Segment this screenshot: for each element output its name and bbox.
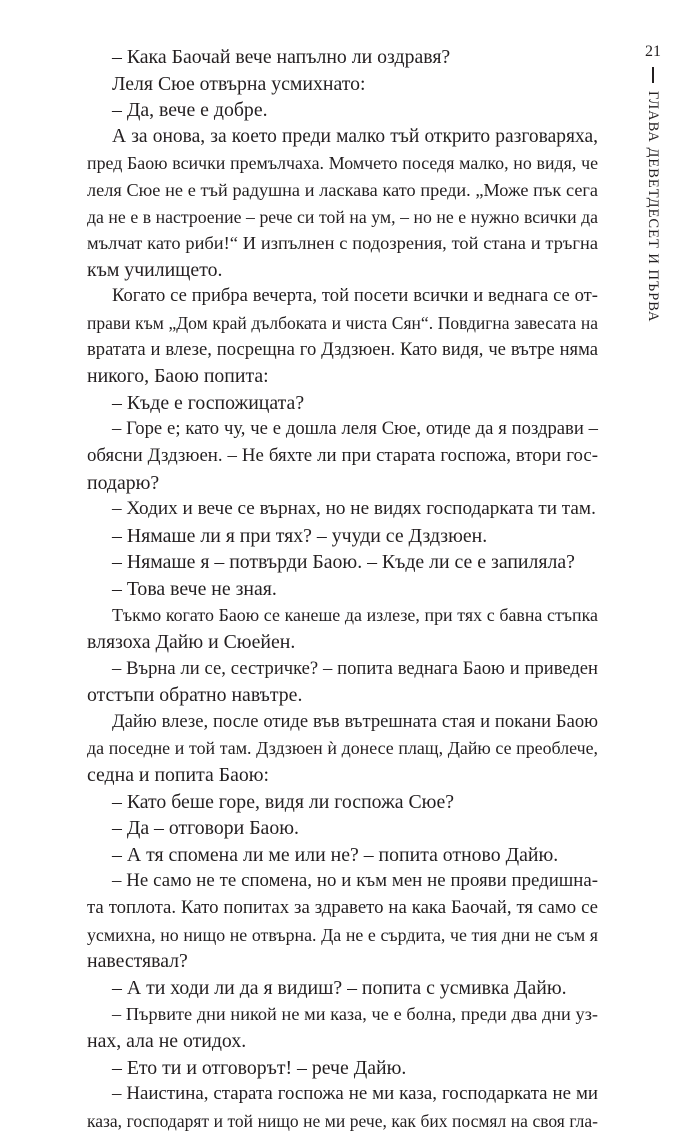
text-line: каза, господарят и той нищо не ми рече, как бих посмял на своя гла- — [87, 1110, 598, 1131]
text-line: – Горе е; като чу, че е дошла леля Сюе, отиде да я поздрави – — [112, 418, 598, 440]
text-line: влязоха Дайю и Сюейен. — [87, 631, 296, 654]
body-text — [87, 44, 598, 1134]
text-line: – А тя спомена ли ме или не? – попита отново Дайю. — [112, 843, 559, 866]
text-line: – Нямаше я – потвърди Баою. – Къде ли се е запиляла? — [112, 551, 575, 574]
text-line: А за онова, за което преди малко тъй открито разговаряха, — [112, 125, 598, 147]
text-line: никого, Баою попита: — [87, 365, 269, 388]
header-rule — [652, 67, 654, 83]
text-line: – Да, вече е добре. — [112, 99, 268, 122]
text-line: усмихна, но нищо не отвърна. Да не е сърдита, че тия дни не съм я — [87, 924, 598, 945]
text-line: – Ето ти и отговорът! – рече Дайю. — [112, 1056, 407, 1079]
text-line: – Това вече не зная. — [112, 577, 277, 600]
text-line: обясни Дздзюен. – Не бяхте ли при старата госпожа, втори гос- — [87, 444, 598, 466]
text-line: – Нямаше ли я при тях? – учуди се Дздзюен. — [112, 524, 488, 547]
text-line: – Къде е госпожицата? — [112, 391, 305, 414]
text-line: към училището. — [87, 258, 223, 281]
text-line: да поседне и той там. Дздзюен ѝ донесе плащ, Дайю се преоблече, — [87, 738, 598, 759]
text-line: нах, ала не отидох. — [87, 1029, 247, 1052]
text-line: пред Баою всички премълчаха. Момчето поседя малко, но видя, че — [87, 153, 598, 174]
text-line: мълчат като риби!“ И изпълнен с подозрения, той стана и тръгна — [87, 233, 598, 254]
text-line: вратата и влезе, посрещна го Дздзюен. Като видя, че вътре няма — [87, 338, 598, 360]
text-line: – Първите дни никой не ми каза, че е болна, преди два дни уз- — [112, 1004, 598, 1025]
text-line: да не е в настроение – рече си той на ум, – но не е нужно всички да — [87, 206, 598, 227]
text-line: Когато се прибра вечерта, той посети всички и веднага се от- — [112, 285, 598, 307]
text-line: – Като беше горе, видя ли госпожа Сюе? — [112, 790, 454, 813]
text-line: леля Сюе не е тъй радушна и ласкава като преди. „Може пък сега — [87, 179, 598, 200]
text-line: – Върна ли се, сестричке? – попита веднага Баою и приведен — [112, 657, 598, 679]
text-line: отстъпи обратно навътре. — [87, 684, 303, 707]
text-line: – Кака Баочай вече напълно ли оздравя? — [112, 46, 451, 68]
text-line: – А ти ходи ли да я видиш? – попита с усмивка Дайю. — [112, 976, 567, 999]
running-head: ГЛАВА ДЕВЕТДЕСЕТ И ПЪРВА — [645, 91, 661, 323]
text-line: Дайю влезе, после отиде във вътрешната стая и покани Баою — [112, 710, 598, 732]
text-line: Тъкмо когато Баою се канеше да излезе, при тях с бавна стъпка — [112, 605, 598, 626]
text-line: подарю? — [87, 471, 160, 494]
page-number: 21 — [645, 43, 661, 60]
text-line: – Да – отговори Баою. — [112, 817, 299, 840]
text-line: седна и попита Баою: — [87, 764, 270, 787]
text-line: Леля Сюе отвърна усмихнато: — [112, 72, 366, 95]
text-line: – Не само не те спомена, но и към мен не прояви предишна- — [112, 870, 598, 892]
text-line: навестявал? — [87, 950, 188, 973]
text-line: прави към „Дом край дълбоката и чиста Сян“. Повдигна завесата на — [87, 312, 598, 333]
text-line: – Ходих и вече се върнах, но не видях господарката ти там. — [112, 498, 596, 520]
text-line: та топлота. Като попитах за здравето на кака Баочай, тя само се — [87, 897, 598, 918]
text-line: – Наистина, старата госпожа не ми каза, господарката не ми — [112, 1083, 598, 1105]
